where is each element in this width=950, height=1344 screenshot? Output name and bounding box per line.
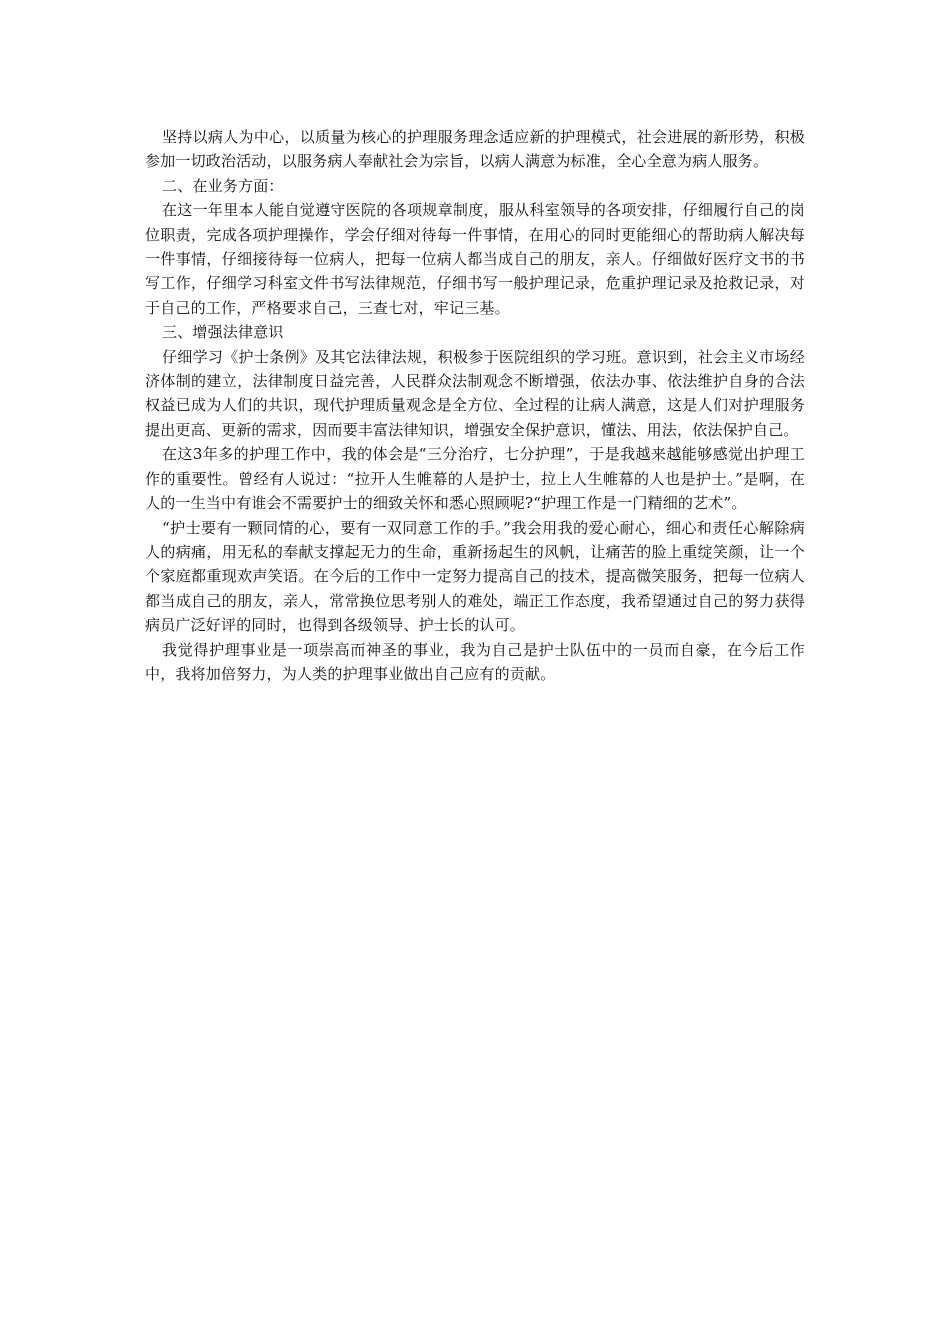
paragraph-nurse-compassion: “护士要有一颗同情的心，要有一双同意工作的手。”我会用我的爱心耐心，细心和责任心解除病人的病痛，用无私的奉献支撑起无力的生命，重新扬起生的风帆，让痛苦的脸上重绽笑颜，让一个个家庭都重现欢声笑语。在今后的工作中一定努力提高自己的技术，提高微笑服务，把每一位病人都当成自己的朋友，亲人，常常换位思考别人的难处，端正工作态度，我希望通过自己的努力获得病员广泛好评的同时，也得到各级领导、护士长的认可。 (145, 518, 805, 635)
paragraph-nursing-experience: 在这3年多的护理工作中，我的体会是“三分治疗，七分护理”，于是我越来越能够感觉出护理工作的重要性。曾经有人说过：“拉开人生帷幕的人是护士，拉上人生帷幕的人也是护士。”是啊，在人的一生当中有谁会不需要护士的细致关怀和悉心照顾呢?“护理工作是一门精细的艺术”。 (145, 445, 805, 513)
paragraph-service-philosophy: 坚持以病人为中心，以质量为核心的护理服务理念适应新的护理模式，社会进展的新形势，积极参加一切政治活动，以服务病人奉献社会为宗旨，以病人满意为标准，全心全意为病人服务。 (145, 128, 805, 171)
section-heading-legal: 三、增强法律意识 (162, 323, 284, 342)
paragraph-legal-awareness: 仔细学习《护士条例》及其它法律法规，积极参于医院组织的学习班。意识到，社会主义市场经济体制的建立，法律制度日益完善，人民群众法制观念不断增强，依法办事、依法维护自身的合法权益已成为人们的共识，现代护理质量观念是全方位、全过程的让病人满意，这是人们对护理服务提出更高、更新的需求，因而要丰富法律知识，增强安全保护意识，懂法、用法，依法保护自己。 (145, 347, 805, 439)
paragraph-conclusion: 我觉得护理事业是一项崇高而神圣的事业，我为自己是护士队伍中的一员而自豪，在今后工作中，我将加倍努力，为人类的护理事业做出自己应有的贡献。 (145, 640, 805, 683)
paragraph-business-work: 在这一年里本人能自觉遵守医院的各项规章制度，服从科室领导的各项安排，仔细履行自己的岗位职责，完成各项护理操作，学会仔细对待每一件事情，在用心的同时更能细心的帮助病人解决每一件事情，仔细接待每一位病人，把每一位病人都当成自己的朋友，亲人。仔细做好医疗文书的书写工作，仔细学习科室文件书写法律规范，仔细书写一般护理记录，危重护理记录及抢救记录，对于自己的工作，严格要求自己，三查七对，牢记三基。 (145, 201, 805, 317)
section-heading-business: 二、在业务方面： (162, 176, 284, 195)
document-body (145, 125, 805, 686)
